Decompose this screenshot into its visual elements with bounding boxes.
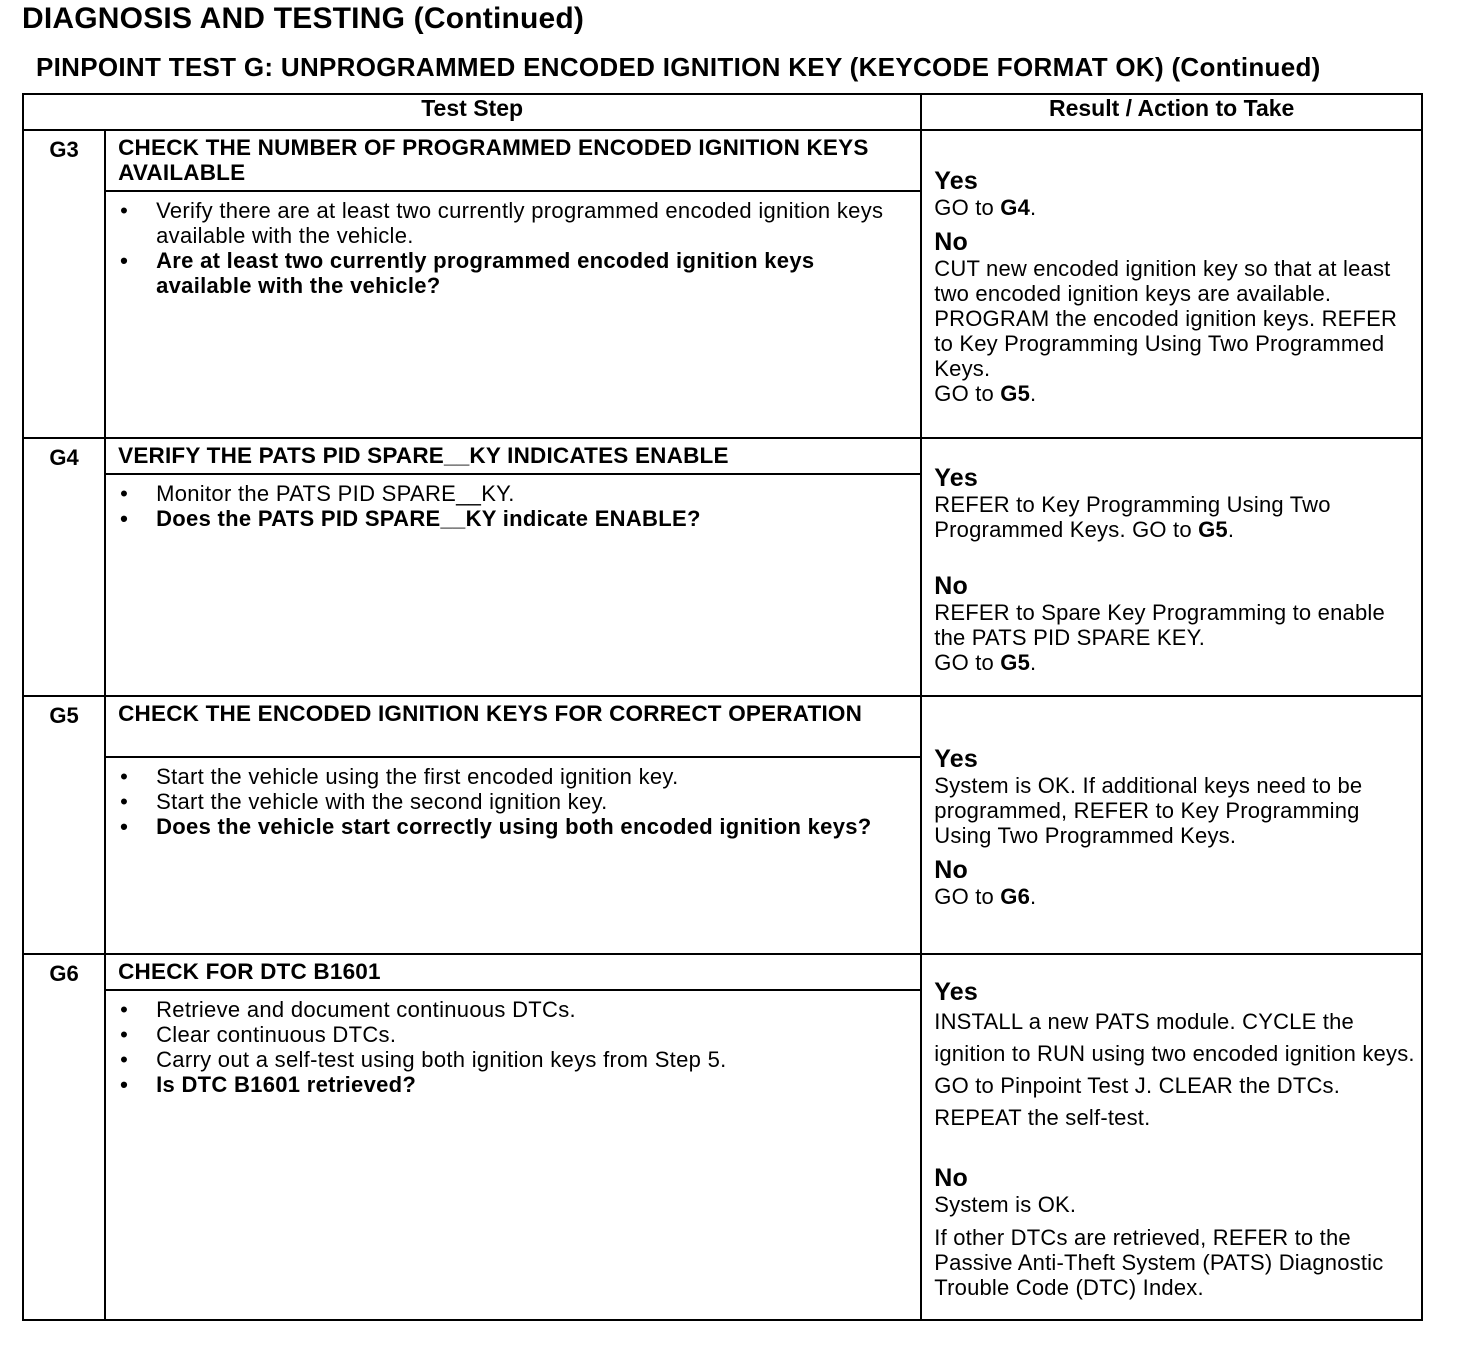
result-header: Result / Action to Take (921, 94, 1422, 130)
step-g3-heading-row (23, 130, 1422, 191)
yes-action: REFER to Key Programming Using Two Programmed Keys. GO to G5. (934, 491, 1331, 542)
no-label: No (934, 856, 969, 884)
step-heading: CHECK THE ENCODED IGNITION KEYS FOR CORRECT OPERATION (105, 696, 921, 757)
step-body (105, 474, 921, 696)
no-goto: GO to G5. (934, 380, 1037, 406)
yes-action: INSTALL a new PATS module. CYCLE the ignition to RUN using two encoded ignition keys. GO to Pinpoint Test J. CLEAR the DTCs. REPEAT the self-test. (934, 1009, 1415, 1130)
pinpoint-test-title: PINPOINT TEST G: UNPROGRAMMED ENCODED IGNITION KEY (KEYCODE FORMAT OK) (Continued) (36, 52, 1321, 82)
list-item: • Verify there are at least two currently programmed encoded ignition keys available with the vehicle. (118, 198, 910, 248)
test-table (22, 93, 1423, 1321)
step-body (105, 990, 921, 1320)
step-id: G3 (23, 130, 105, 191)
test-step-header: Test Step (23, 94, 921, 130)
step-id: G5 (23, 696, 105, 757)
yes-action: GO to G4. (934, 194, 1037, 220)
list-item: • Is DTC B1601 retrieved? (118, 1072, 910, 1097)
step-id: G6 (23, 954, 105, 990)
step-g6-heading-row (23, 954, 1422, 990)
yes-action: System is OK. If additional keys need to be programmed, REFER to Key Programming Using Two Programmed Keys. (934, 773, 1363, 848)
list-item: • Start the vehicle using the first encoded ignition key. (118, 764, 910, 789)
step-heading: CHECK THE NUMBER OF PROGRAMMED ENCODED IGNITION KEYS AVAILABLE (105, 130, 921, 191)
list-item: • Start the vehicle with the second ignition key. (118, 789, 910, 814)
step-g3-result (921, 130, 1422, 438)
step-g4-result (921, 438, 1422, 696)
step-g4-heading-row (23, 438, 1422, 474)
list-item: • Are at least two currently programmed encoded ignition keys available with the vehicle? (118, 248, 910, 298)
no-action: GO to G6. (934, 884, 1037, 909)
list-item: • Does the PATS PID SPARE__KY indicate ENABLE? (118, 506, 910, 531)
yes-label: Yes (934, 745, 978, 773)
no-label: No (934, 1164, 969, 1192)
step-g5-result (921, 696, 1422, 954)
no-action: CUT new encoded ignition key so that at least two encoded ignition keys are available. PROGRAM the encoded ignition keys. REFER to Key Programming Using Two Programmed Keys. (934, 255, 1398, 381)
no-action: System is OK. (934, 1192, 1077, 1217)
list-item: • Does the vehicle start correctly using both encoded ignition keys? (118, 814, 910, 839)
list-item: • Clear continuous DTCs. (118, 1022, 910, 1047)
no-extra-action: If other DTCs are retrieved, REFER to the Passive Anti-Theft System (PATS) Diagnostic Trouble Code (DTC) Index. (934, 1225, 1384, 1300)
step-body (105, 757, 921, 954)
yes-label: Yes (934, 978, 978, 1006)
step-id: G4 (23, 438, 105, 474)
no-label: No (934, 227, 969, 256)
step-body (105, 191, 921, 438)
list-item: • Retrieve and document continuous DTCs. (118, 997, 910, 1022)
table-header-row (23, 94, 1422, 130)
yes-label: Yes (934, 166, 978, 195)
no-goto: GO to G5. (934, 649, 1037, 675)
step-heading: CHECK FOR DTC B1601 (105, 954, 921, 990)
step-g6-result (921, 954, 1422, 1320)
page-title: DIAGNOSIS AND TESTING (Continued) (22, 2, 585, 35)
no-action: REFER to Spare Key Programming to enable the PATS PID SPARE KEY. (934, 599, 1385, 650)
no-label: No (934, 571, 969, 600)
list-item: • Monitor the PATS PID SPARE__KY. (118, 481, 910, 506)
yes-label: Yes (934, 463, 978, 492)
step-g5-heading-row (23, 696, 1422, 757)
step-heading: VERIFY THE PATS PID SPARE__KY INDICATES ENABLE (105, 438, 921, 474)
list-item: • Carry out a self-test using both ignition keys from Step 5. (118, 1047, 910, 1072)
